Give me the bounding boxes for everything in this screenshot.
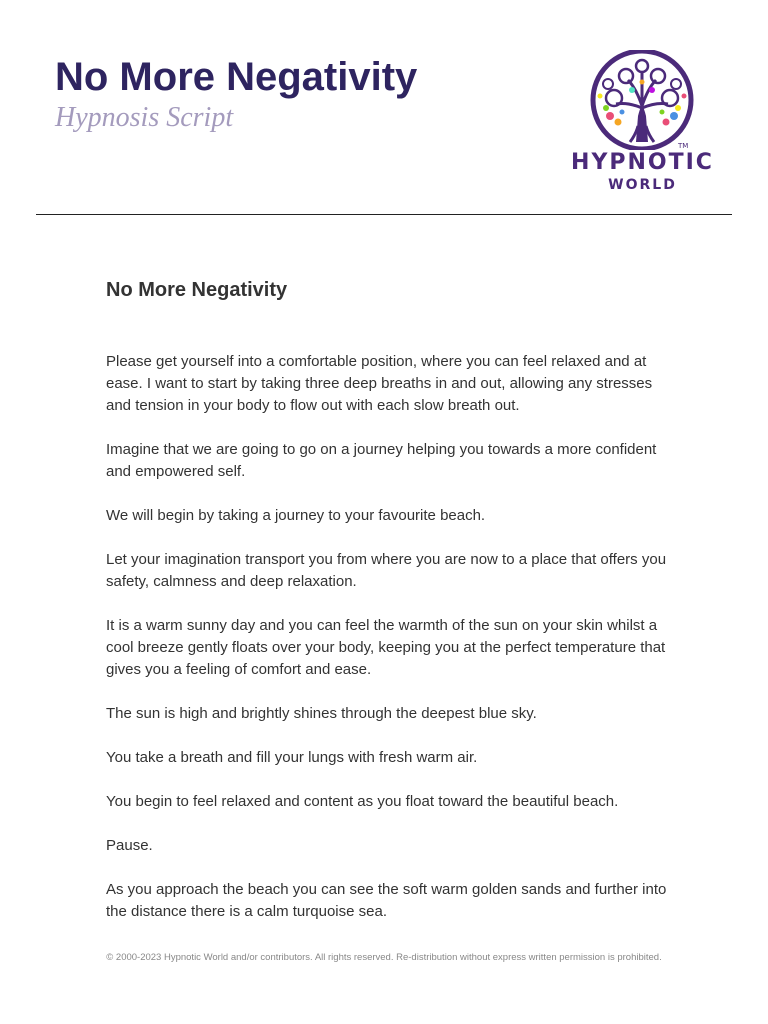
logo-brand-name: HYPNOTIC <box>571 150 714 175</box>
paragraph: It is a warm sunny day and you can feel the warmth of the sun on your skin whilst a cool breeze gently floats over your body, keeping you at the perfect temperature that gives you a feeling of comfort and ease. <box>106 617 666 678</box>
tree-of-life-logo-icon <box>570 50 715 150</box>
paragraph: Imagine that we are going to go on a journey helping you towards a more confident and empowered self. <box>106 441 657 480</box>
paragraph: You take a breath and fill your lungs with fresh warm air. <box>106 749 478 766</box>
document-heading: No More Negativity <box>106 279 288 301</box>
paragraph: Let your imagination transport you from where you are now to a place that offers you safety, calmness and deep relaxation. <box>106 551 667 590</box>
paragraph: Please get yourself into a comfortable position, where you can feel relaxed and at ease. I want to start by taking three deep breaths in and out, allowing any stresses and tension in your body to flow out with each slow breath out. <box>106 353 653 414</box>
copyright-footer: © 2000-2023 Hypnotic World and/or contributors. All rights reserved. Re-distribution without express written permission is prohibited. <box>106 952 662 963</box>
page-subtitle: Hypnosis Script <box>55 102 234 133</box>
paragraph: We will begin by taking a journey to your favourite beach. <box>106 507 486 524</box>
trademark-symbol: TM <box>678 142 689 150</box>
paragraph: The sun is high and brightly shines through the deepest blue sky. <box>106 705 537 722</box>
paragraph: Pause. <box>106 837 153 854</box>
document-body <box>106 351 672 945</box>
hypnotic-world-logo <box>570 50 715 200</box>
header-divider <box>36 214 732 215</box>
page-title: No More Negativity <box>55 55 418 99</box>
paragraph: As you approach the beach you can see the soft warm golden sands and further into the distance there is a calm turquoise sea. <box>106 881 667 920</box>
paragraph: You begin to feel relaxed and content as you float toward the beautiful beach. <box>106 793 619 810</box>
logo-brand-subname: WORLD <box>608 177 677 193</box>
